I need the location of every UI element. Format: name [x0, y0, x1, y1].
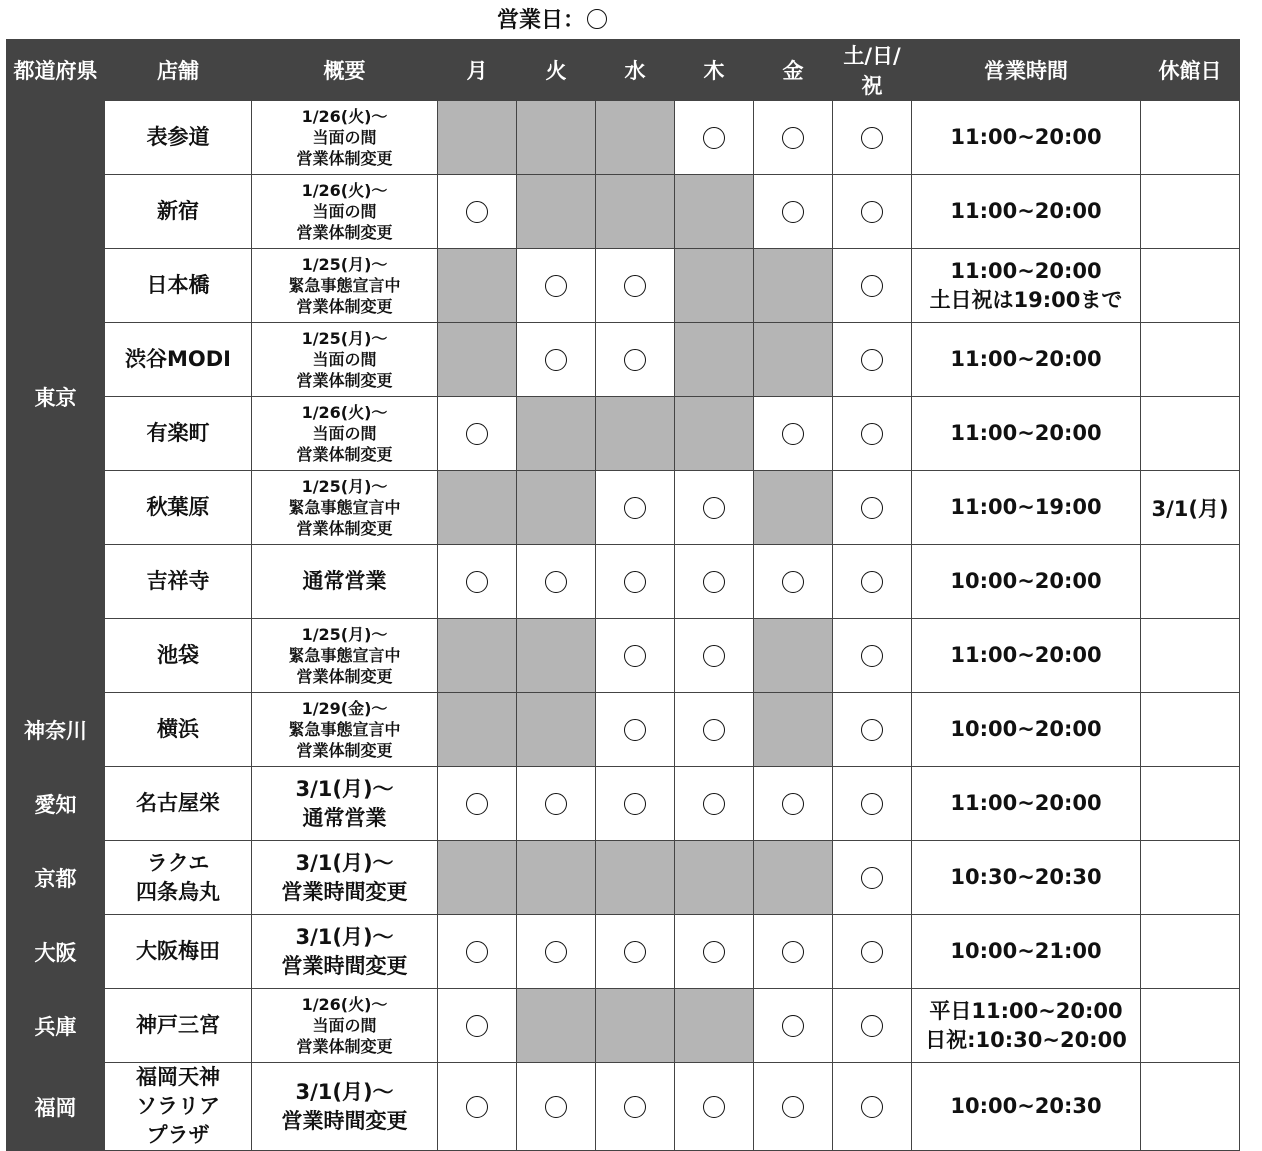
holiday-cell — [1141, 767, 1240, 841]
table-row — [7, 989, 1240, 1063]
header-store: 店舗 — [105, 40, 252, 101]
summary-cell — [252, 249, 438, 323]
table-row — [7, 1063, 1240, 1151]
day-cell-wed — [596, 471, 675, 545]
header-day-thu: 木 — [675, 40, 754, 101]
day-cell-wed — [596, 397, 675, 471]
day-cell-weekend — [833, 619, 912, 693]
summary-line: 通常営業 — [302, 569, 387, 593]
open-circle-icon — [861, 645, 883, 667]
store-cell — [105, 397, 252, 471]
summary-line: 営業体制変更 — [296, 667, 393, 686]
day-cell-mon — [438, 545, 517, 619]
open-circle-icon — [703, 719, 725, 741]
summary-line: 3/1(月)〜 — [295, 1079, 394, 1104]
store-cell — [105, 619, 252, 693]
summary-line: 当面の間 — [312, 202, 377, 221]
day-cell-tue — [517, 175, 596, 249]
summary-line: 1/25(月)〜 — [301, 255, 388, 274]
hours-line: 土日祝は19:00まで — [929, 287, 1123, 312]
open-circle-icon — [466, 423, 488, 445]
day-cell-wed — [596, 545, 675, 619]
day-cell-mon — [438, 471, 517, 545]
day-cell-fri — [754, 545, 833, 619]
day-cell-mon — [438, 397, 517, 471]
day-cell-weekend — [833, 989, 912, 1063]
prefecture-cell: 大阪 — [7, 915, 105, 989]
table-row — [7, 323, 1240, 397]
open-circle-icon — [466, 1096, 488, 1118]
store-cell — [105, 249, 252, 323]
open-circle-icon — [466, 941, 488, 963]
day-cell-thu — [675, 1063, 754, 1151]
day-cell-tue — [517, 545, 596, 619]
day-cell-fri — [754, 397, 833, 471]
open-circle-icon — [703, 1096, 725, 1118]
day-cell-fri — [754, 989, 833, 1063]
summary-line: 営業時間変更 — [281, 879, 408, 904]
hours-cell — [912, 693, 1141, 767]
summary-line: 1/26(火)〜 — [301, 995, 388, 1014]
open-circle-icon — [703, 645, 725, 667]
day-cell-fri — [754, 1063, 833, 1151]
store-name-line: 有楽町 — [146, 421, 210, 445]
summary-line: 営業体制変更 — [296, 223, 393, 242]
day-cell-tue — [517, 693, 596, 767]
prefecture-cell: 京都 — [7, 841, 105, 915]
open-circle-icon — [861, 719, 883, 741]
day-cell-weekend — [833, 249, 912, 323]
day-cell-tue — [517, 1063, 596, 1151]
day-cell-weekend — [833, 841, 912, 915]
day-cell-thu — [675, 323, 754, 397]
day-cell-thu — [675, 989, 754, 1063]
day-cell-fri — [754, 767, 833, 841]
summary-line: 営業体制変更 — [296, 1037, 393, 1056]
open-circle-icon — [545, 1096, 567, 1118]
table-row — [7, 175, 1240, 249]
header-hours: 営業時間 — [912, 40, 1141, 101]
holiday-cell — [1141, 693, 1240, 767]
open-circle-icon — [782, 201, 804, 223]
day-cell-weekend — [833, 1063, 912, 1151]
hours-line: 平日11:00~20:00 — [929, 998, 1123, 1023]
hours-line: 日祝:10:30~20:00 — [925, 1027, 1127, 1052]
hours-line: 11:00~20:00 — [950, 347, 1102, 371]
schedule-body — [7, 101, 1240, 1151]
open-circle-icon — [545, 349, 567, 371]
summary-line: 当面の間 — [312, 128, 377, 147]
day-cell-fri — [754, 471, 833, 545]
open-circle-icon — [861, 127, 883, 149]
day-cell-wed — [596, 989, 675, 1063]
day-cell-mon — [438, 989, 517, 1063]
hours-cell — [912, 1063, 1141, 1151]
table-row — [7, 471, 1240, 545]
hours-cell — [912, 545, 1141, 619]
holiday-cell — [1141, 101, 1240, 175]
open-circle-icon — [624, 793, 646, 815]
hours-cell — [912, 323, 1141, 397]
table-row — [7, 101, 1240, 175]
header-summary: 概要 — [252, 40, 438, 101]
day-cell-wed — [596, 693, 675, 767]
day-cell-mon — [438, 175, 517, 249]
holiday-cell — [1141, 323, 1240, 397]
day-cell-tue — [517, 323, 596, 397]
store-name-line: 吉祥寺 — [146, 569, 210, 593]
summary-line: 1/29(金)〜 — [301, 699, 388, 718]
table-row — [7, 915, 1240, 989]
day-cell-fri — [754, 693, 833, 767]
day-cell-weekend — [833, 693, 912, 767]
store-cell — [105, 101, 252, 175]
hours-line: 11:00~20:00 — [950, 125, 1102, 149]
hours-line: 10:30~20:30 — [950, 865, 1102, 889]
day-cell-thu — [675, 175, 754, 249]
day-cell-mon — [438, 619, 517, 693]
store-name-line: 新宿 — [157, 199, 199, 223]
store-cell — [105, 175, 252, 249]
header-day-wed: 水 — [596, 40, 675, 101]
summary-line: 営業時間変更 — [281, 1108, 408, 1133]
open-circle-icon — [466, 793, 488, 815]
open-circle-icon — [861, 497, 883, 519]
hours-line: 11:00~20:00 — [950, 643, 1102, 667]
store-name-line: 渋谷MODI — [125, 347, 231, 371]
day-cell-thu — [675, 693, 754, 767]
summary-cell — [252, 915, 438, 989]
open-circle-icon — [782, 571, 804, 593]
day-cell-fri — [754, 101, 833, 175]
hours-line: 10:00~20:00 — [950, 569, 1102, 593]
open-circle-icon — [624, 497, 646, 519]
summary-line: 営業体制変更 — [296, 149, 393, 168]
day-cell-fri — [754, 841, 833, 915]
day-cell-thu — [675, 397, 754, 471]
hours-line: 10:00~20:00 — [950, 717, 1102, 741]
summary-line: 営業体制変更 — [296, 519, 393, 538]
header-row — [7, 40, 1240, 101]
open-circle-icon — [861, 349, 883, 371]
holiday-cell — [1141, 841, 1240, 915]
day-cell-wed — [596, 101, 675, 175]
store-cell — [105, 323, 252, 397]
summary-line: 当面の間 — [312, 1016, 377, 1035]
header-day-fri: 金 — [754, 40, 833, 101]
table-row — [7, 693, 1240, 767]
store-cell — [105, 471, 252, 545]
summary-cell — [252, 767, 438, 841]
header-holiday: 休館日 — [1141, 40, 1240, 101]
day-cell-weekend — [833, 545, 912, 619]
summary-line: 3/1(月)〜 — [295, 924, 394, 949]
store-name-line: 名古屋栄 — [136, 791, 220, 815]
summary-line: 緊急事態宣言中 — [288, 720, 401, 739]
holiday-cell — [1141, 915, 1240, 989]
summary-line: 営業体制変更 — [296, 371, 393, 390]
day-cell-fri — [754, 175, 833, 249]
open-circle-icon — [703, 497, 725, 519]
day-cell-wed — [596, 1063, 675, 1151]
store-name-line: 池袋 — [157, 643, 199, 667]
holiday-cell: 3/1(月) — [1141, 471, 1240, 545]
open-circle-icon — [782, 1096, 804, 1118]
summary-cell — [252, 101, 438, 175]
day-cell-mon — [438, 915, 517, 989]
day-cell-tue — [517, 767, 596, 841]
summary-line: 緊急事態宣言中 — [288, 498, 401, 517]
holiday-cell — [1141, 545, 1240, 619]
open-circle-icon — [545, 275, 567, 297]
open-circle-icon — [782, 127, 804, 149]
day-cell-mon — [438, 323, 517, 397]
day-cell-mon — [438, 1063, 517, 1151]
store-cell — [105, 989, 252, 1063]
hours-cell — [912, 619, 1141, 693]
day-cell-thu — [675, 101, 754, 175]
day-cell-thu — [675, 841, 754, 915]
open-circle-icon — [545, 571, 567, 593]
open-circle-icon — [703, 793, 725, 815]
open-circle-icon — [624, 1096, 646, 1118]
hours-cell — [912, 397, 1141, 471]
store-cell — [105, 767, 252, 841]
legend — [0, 6, 1104, 36]
day-cell-weekend — [833, 323, 912, 397]
open-circle-icon — [861, 423, 883, 445]
prefecture-cell: 愛知 — [7, 767, 105, 841]
table-row — [7, 767, 1240, 841]
store-name-line: ラクエ — [146, 850, 210, 875]
holiday-cell — [1141, 397, 1240, 471]
open-circle-icon — [861, 867, 883, 889]
summary-cell — [252, 175, 438, 249]
table-row — [7, 397, 1240, 471]
hours-cell — [912, 249, 1141, 323]
open-circle-icon — [861, 793, 883, 815]
summary-cell — [252, 397, 438, 471]
open-circle-icon — [624, 645, 646, 667]
holiday-cell — [1141, 175, 1240, 249]
open-circle-icon — [624, 571, 646, 593]
open-circle-icon — [624, 719, 646, 741]
store-name-line: ソラリア — [136, 1094, 220, 1118]
day-cell-fri — [754, 915, 833, 989]
prefecture-cell: 神奈川 — [7, 693, 105, 767]
store-cell — [105, 915, 252, 989]
summary-line: 営業体制変更 — [296, 741, 393, 760]
hours-line: 11:00~20:00 — [950, 258, 1102, 283]
summary-line: 1/26(火)〜 — [301, 181, 388, 200]
hours-cell — [912, 175, 1141, 249]
summary-line: 緊急事態宣言中 — [288, 646, 401, 665]
store-name-line: 四条烏丸 — [136, 879, 220, 904]
store-name-line: 秋葉原 — [146, 495, 210, 519]
day-cell-mon — [438, 101, 517, 175]
hours-cell — [912, 101, 1141, 175]
day-cell-wed — [596, 767, 675, 841]
hours-line: 11:00~20:00 — [950, 791, 1102, 815]
hours-cell — [912, 989, 1141, 1063]
header-day-weekend: 土/日/祝 — [833, 40, 912, 101]
day-cell-thu — [675, 471, 754, 545]
open-circle-icon — [861, 275, 883, 297]
summary-cell — [252, 1063, 438, 1151]
open-circle-icon — [545, 941, 567, 963]
store-cell — [105, 545, 252, 619]
store-name-line: 表参道 — [146, 125, 210, 149]
hours-line: 11:00~19:00 — [950, 495, 1102, 519]
summary-line: 1/25(月)〜 — [301, 329, 388, 348]
day-cell-thu — [675, 545, 754, 619]
day-cell-fri — [754, 619, 833, 693]
summary-line: 当面の間 — [312, 424, 377, 443]
table-row — [7, 249, 1240, 323]
summary-cell — [252, 323, 438, 397]
store-name-line: プラザ — [146, 1123, 210, 1147]
day-cell-tue — [517, 101, 596, 175]
hours-line: 10:00~20:30 — [950, 1094, 1102, 1118]
hours-cell — [912, 915, 1141, 989]
day-cell-mon — [438, 693, 517, 767]
day-cell-wed — [596, 249, 675, 323]
prefecture-cell: 東京 — [7, 101, 105, 693]
day-cell-wed — [596, 323, 675, 397]
day-cell-thu — [675, 619, 754, 693]
holiday-cell — [1141, 619, 1240, 693]
summary-line: 営業時間変更 — [281, 953, 408, 978]
day-cell-mon — [438, 767, 517, 841]
store-name-line: 日本橋 — [146, 273, 210, 297]
prefecture-cell: 兵庫 — [7, 989, 105, 1063]
summary-cell — [252, 619, 438, 693]
open-circle-icon — [782, 423, 804, 445]
summary-line: 緊急事態宣言中 — [288, 276, 401, 295]
open-circle-icon — [861, 941, 883, 963]
day-cell-fri — [754, 323, 833, 397]
store-cell — [105, 841, 252, 915]
open-circle-icon — [782, 1015, 804, 1037]
holiday-cell — [1141, 1063, 1240, 1151]
day-cell-tue — [517, 915, 596, 989]
hours-cell — [912, 471, 1141, 545]
store-cell — [105, 1063, 252, 1151]
day-cell-mon — [438, 249, 517, 323]
legend-label: 営業日： — [496, 8, 585, 33]
open-circle-icon — [624, 349, 646, 371]
open-circle-icon — [703, 941, 725, 963]
table-row — [7, 619, 1240, 693]
holiday-cell — [1141, 989, 1240, 1063]
open-circle-icon — [624, 941, 646, 963]
day-cell-thu — [675, 767, 754, 841]
holiday-cell — [1141, 249, 1240, 323]
store-name-line: 福岡天神 — [136, 1065, 220, 1089]
day-cell-tue — [517, 471, 596, 545]
open-circle-icon — [861, 1015, 883, 1037]
day-cell-wed — [596, 841, 675, 915]
open-circle-icon — [466, 1015, 488, 1037]
day-cell-mon — [438, 841, 517, 915]
day-cell-weekend — [833, 101, 912, 175]
hours-line: 11:00~20:00 — [950, 421, 1102, 445]
day-cell-wed — [596, 175, 675, 249]
day-cell-weekend — [833, 397, 912, 471]
table-row — [7, 545, 1240, 619]
table-row — [7, 841, 1240, 915]
summary-line: 1/25(月)〜 — [301, 477, 388, 496]
store-name-line: 横浜 — [157, 717, 199, 741]
open-circle-icon — [703, 127, 725, 149]
day-cell-tue — [517, 249, 596, 323]
day-cell-tue — [517, 989, 596, 1063]
day-cell-weekend — [833, 175, 912, 249]
open-circle-icon — [545, 793, 567, 815]
schedule-table — [6, 39, 1240, 1151]
day-cell-weekend — [833, 915, 912, 989]
day-cell-tue — [517, 841, 596, 915]
store-name-line: 神戸三宮 — [136, 1013, 220, 1037]
day-cell-weekend — [833, 767, 912, 841]
open-circle-icon — [624, 275, 646, 297]
open-day-circle-icon — [587, 9, 607, 29]
summary-cell — [252, 545, 438, 619]
summary-cell — [252, 841, 438, 915]
header-prefecture: 都道府県 — [7, 40, 105, 101]
open-circle-icon — [703, 571, 725, 593]
open-circle-icon — [782, 793, 804, 815]
summary-line: 通常営業 — [302, 805, 387, 830]
open-circle-icon — [861, 571, 883, 593]
header-day-mon: 月 — [438, 40, 517, 101]
summary-line: 1/26(火)〜 — [301, 107, 388, 126]
day-cell-wed — [596, 619, 675, 693]
summary-line: 営業体制変更 — [296, 297, 393, 316]
day-cell-weekend — [833, 471, 912, 545]
day-cell-thu — [675, 915, 754, 989]
open-circle-icon — [466, 571, 488, 593]
prefecture-cell: 福岡 — [7, 1063, 105, 1151]
summary-line: 1/25(月)〜 — [301, 625, 388, 644]
store-name-line: 大阪梅田 — [136, 939, 220, 963]
day-cell-tue — [517, 397, 596, 471]
open-circle-icon — [861, 1096, 883, 1118]
day-cell-tue — [517, 619, 596, 693]
store-cell — [105, 693, 252, 767]
summary-line: 1/26(火)〜 — [301, 403, 388, 422]
summary-cell — [252, 693, 438, 767]
summary-cell — [252, 471, 438, 545]
day-cell-thu — [675, 249, 754, 323]
header-day-tue: 火 — [517, 40, 596, 101]
open-circle-icon — [861, 201, 883, 223]
summary-line: 当面の間 — [312, 350, 377, 369]
summary-cell — [252, 989, 438, 1063]
day-cell-wed — [596, 915, 675, 989]
day-cell-fri — [754, 249, 833, 323]
open-circle-icon — [466, 201, 488, 223]
hours-cell — [912, 767, 1141, 841]
summary-line: 3/1(月)〜 — [295, 776, 394, 801]
summary-line: 営業体制変更 — [296, 445, 393, 464]
hours-line: 10:00~21:00 — [950, 939, 1102, 963]
open-circle-icon — [782, 941, 804, 963]
hours-line: 11:00~20:00 — [950, 199, 1102, 223]
hours-cell — [912, 841, 1141, 915]
summary-line: 3/1(月)〜 — [295, 850, 394, 875]
